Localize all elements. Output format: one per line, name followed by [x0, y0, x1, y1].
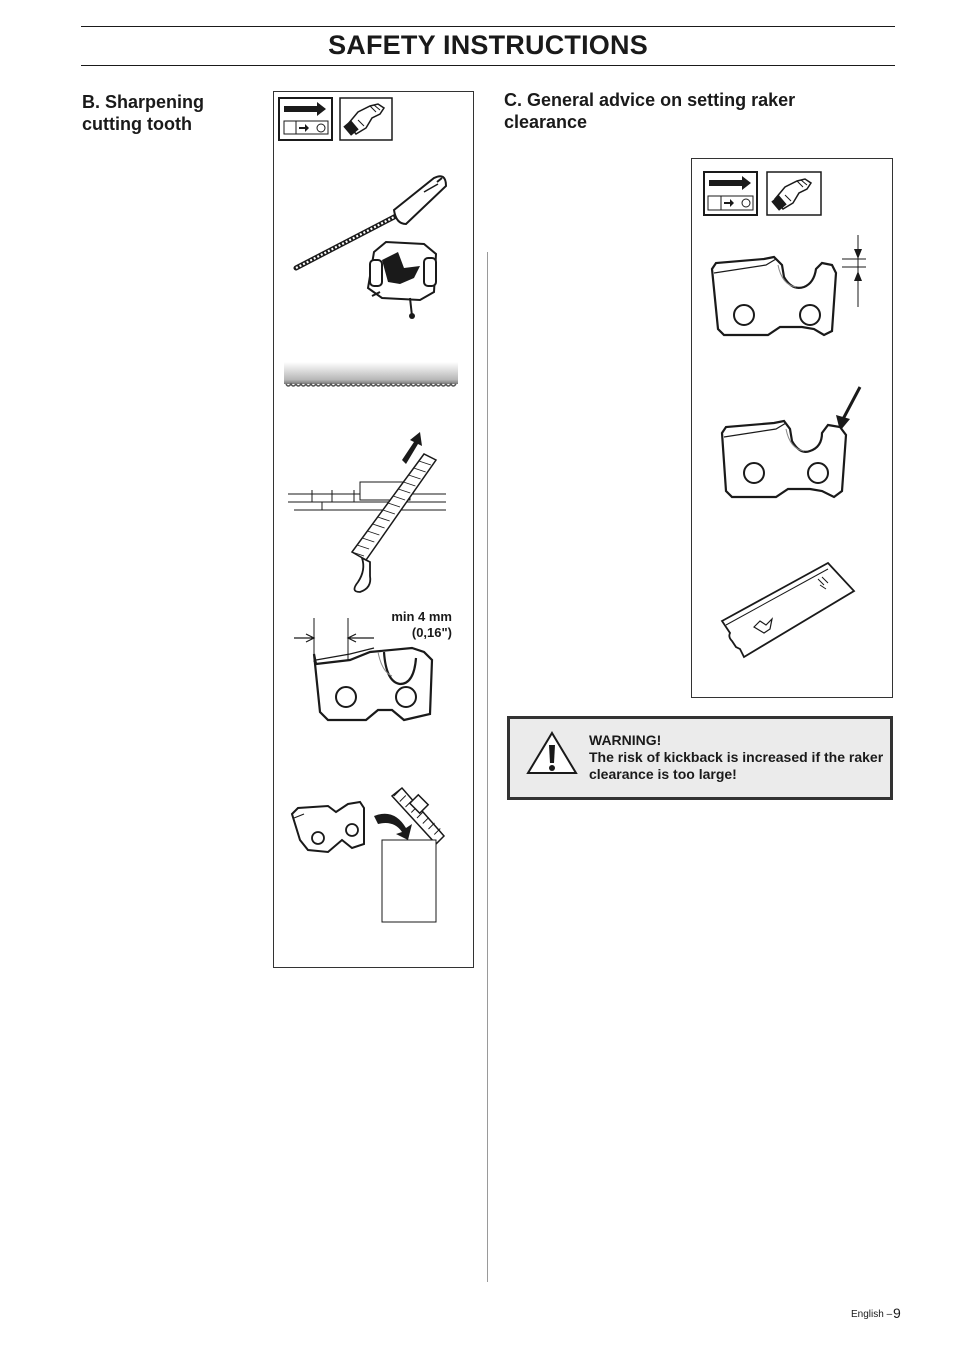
section-b-heading: B. Sharpening cutting tooth — [82, 92, 205, 134]
min-depth-value: min 4 mm — [391, 609, 452, 624]
protective-glove-icon — [767, 172, 821, 215]
raker-height-tooth-illustration — [712, 235, 866, 335]
raker-arrow-tooth-illustration — [722, 387, 860, 497]
min-depth-inch-value: (0,16") — [411, 625, 452, 640]
file-guide-icon — [368, 242, 436, 319]
protective-glove-icon — [340, 98, 392, 140]
min-depth-label — [340, 609, 452, 641]
raker-clearance-illustration — [692, 159, 892, 697]
warning-triangle-icon — [524, 729, 580, 779]
column-divider — [487, 252, 488, 1282]
warning-text-block — [589, 732, 889, 783]
filing-on-bar-illustration — [288, 432, 446, 592]
sharpening-illustration-panel — [273, 91, 474, 968]
tooth-and-gauge-illustration — [292, 788, 444, 922]
footer-language: English – — [851, 1309, 893, 1320]
page-number: 9 — [893, 1305, 901, 1321]
saw-chain-strip — [284, 362, 458, 386]
read-manual-icon — [704, 172, 757, 215]
raker-clearance-illustration-panel — [691, 158, 893, 698]
warning-title: WARNING! — [589, 732, 662, 748]
depth-gauge-tool-illustration — [722, 563, 854, 657]
read-manual-icon — [279, 98, 332, 140]
warning-box — [507, 716, 893, 800]
warning-message: The risk of kickback is increased if the raker clearance is too large! — [589, 749, 884, 782]
section-c-heading: C. General advice on setting raker clearance — [504, 90, 796, 132]
page-title: SAFETY INSTRUCTIONS — [328, 30, 648, 60]
sharpening-illustration — [274, 92, 473, 967]
page-title-rule — [81, 26, 895, 66]
